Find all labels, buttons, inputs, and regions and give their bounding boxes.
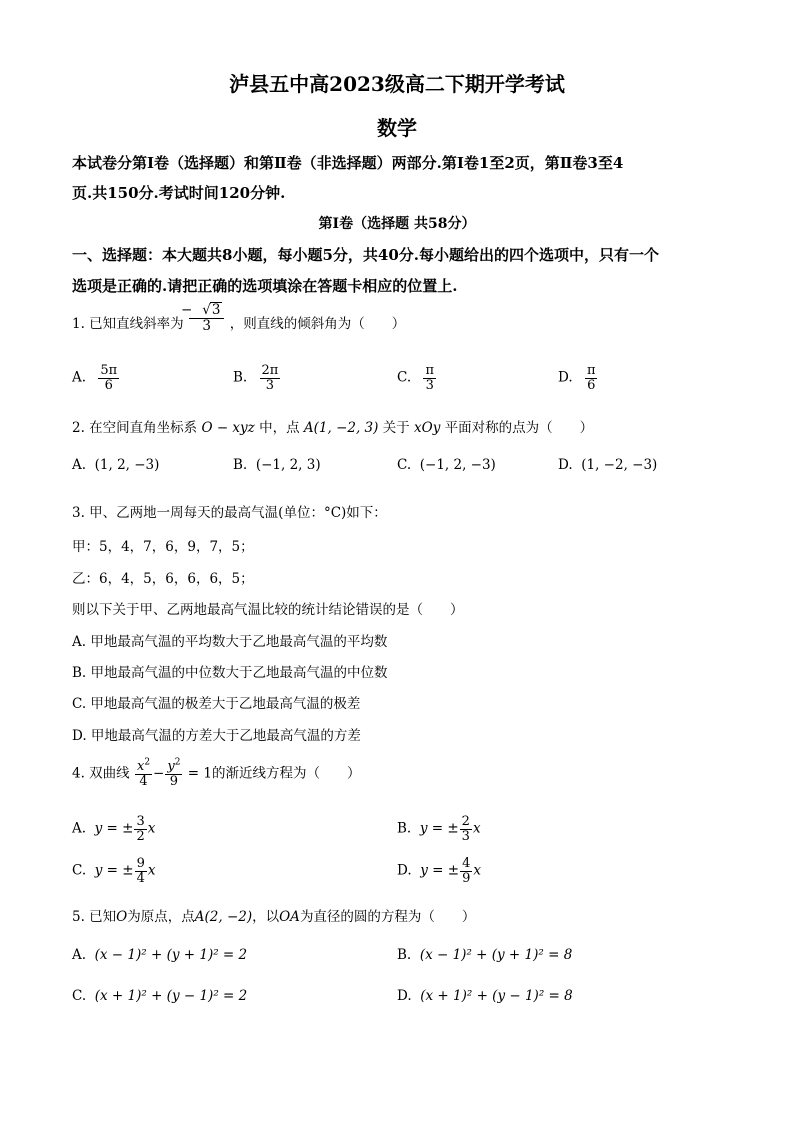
q2-option-b-label: B.	[233, 457, 248, 473]
q5-point: A(2, −2)	[194, 909, 253, 925]
q4-option-b-var: x	[472, 820, 481, 837]
subject-title: 数学	[377, 116, 417, 140]
q5-option-c-text: (x + 1)² + (y − 1)² = 2	[94, 988, 248, 1004]
q4-option-a-lhs: y = ±	[94, 820, 134, 837]
q2-plane: xOy	[414, 420, 441, 436]
q4-option-a-num: 3	[136, 814, 145, 829]
q4-option-b-den: 3	[461, 828, 470, 844]
q1-option-d-num: π	[586, 363, 596, 378]
q4-option-a-var: x	[147, 820, 156, 837]
question-3-stem: 3. 甲、乙两地一周每天的最高气温(单位：°C)如下：	[72, 505, 387, 521]
q4-option-c-label: C.	[72, 862, 87, 879]
q1-option-b-label: B.	[233, 369, 248, 386]
question-1	[72, 302, 406, 334]
q4-y-den: 9	[169, 773, 179, 789]
q2-option-d-text: (1, −2, −3)	[581, 457, 658, 473]
q3-option-b[interactable]: B. 甲地最高气温的中位数大于乙地最高气温的中位数	[72, 665, 388, 681]
q4-option-d-num: 4	[462, 856, 471, 871]
q1-option-a-label: A.	[72, 369, 87, 386]
q2-system: O − xyz	[201, 420, 255, 436]
q3-option-a[interactable]: A. 甲地最高气温的平均数大于乙地最高气温的平均数	[72, 634, 388, 650]
q5-option-a[interactable]	[72, 947, 247, 963]
q2-option-d-label: D.	[558, 457, 573, 473]
q4-option-d-den: 9	[462, 870, 471, 886]
q1-option-d-den: 6	[587, 377, 596, 393]
q4-x-term	[135, 757, 152, 789]
q4-option-c-den: 4	[136, 870, 145, 886]
q5-mid2: ，以	[252, 909, 280, 925]
q5-option-b[interactable]	[397, 947, 572, 963]
q4-option-c-lhs: y = ±	[94, 862, 134, 879]
q4-option-a-den: 2	[136, 828, 145, 844]
q4-option-c-var: x	[147, 862, 156, 879]
q5-option-a-text: (x − 1)² + (y + 1)² = 2	[94, 947, 248, 963]
instruction-line-2: 选项是正确的.请把正确的选项填涂在答题卡相应的位置上.	[72, 277, 458, 295]
q4-option-d-label: D.	[397, 862, 412, 879]
q3-option-d[interactable]: D. 甲地最高气温的方差大于乙地最高气温的方差	[72, 728, 361, 744]
q4-option-b-lhs: y = ±	[419, 820, 459, 837]
q4-option-c[interactable]	[72, 857, 155, 885]
q5-option-d-text: (x + 1)² + (y − 1)² = 8	[420, 988, 573, 1004]
q2-option-a[interactable]	[72, 457, 159, 473]
question-2	[72, 416, 593, 436]
q4-option-a[interactable]	[72, 815, 155, 843]
q5-option-c[interactable]	[72, 988, 247, 1004]
q1-option-b-den: 3	[265, 377, 275, 393]
q2-option-a-label: A.	[72, 457, 87, 473]
q1-slope-minus: −	[180, 302, 193, 319]
q4-option-c-num: 9	[136, 856, 145, 871]
q2-option-c[interactable]	[397, 457, 496, 473]
q2-option-c-text: (−1, 2, −3)	[419, 457, 496, 473]
q4-y-term	[165, 757, 182, 789]
q4-option-b-label: B.	[397, 820, 412, 837]
q1-option-b-num: 2π	[261, 363, 279, 378]
q4-option-d-lhs: y = ±	[420, 862, 460, 879]
q1-prefix: 1. 已知直线斜率为	[72, 316, 184, 332]
q4-x-den: 4	[139, 773, 148, 789]
q5-option-a-label: A.	[72, 947, 87, 963]
section-title: 第Ⅰ卷（选择题 共58分）	[318, 216, 476, 232]
q1-option-c-num: π	[425, 363, 434, 378]
q2-mid: 中，点	[259, 420, 300, 436]
q5-option-c-label: C.	[72, 988, 87, 1004]
q1-slope-den: 3	[202, 317, 212, 334]
q3-option-c[interactable]: C. 甲地最高气温的极差大于乙地最高气温的极差	[72, 696, 361, 712]
q3-data-yi: 乙：6，4，5，6，6，6，5；	[72, 571, 254, 587]
q4-x-exp: 2	[144, 757, 151, 768]
q4-prefix: 4. 双曲线	[72, 765, 130, 782]
question-4	[72, 757, 361, 789]
q2-prefix: 2. 在空间直角坐标系	[72, 420, 198, 436]
q4-x-var: x	[136, 759, 145, 774]
q3-question: 则以下关于甲、乙两地最高气温比较的统计结论错误的是（ ）	[72, 602, 464, 618]
q4-option-b[interactable]	[397, 815, 481, 843]
q1-option-a-num: 5π	[100, 363, 118, 378]
q1-option-c[interactable]	[397, 364, 437, 392]
q5-mid: 为原点，点	[127, 909, 195, 925]
q2-option-a-text: (1, 2, −3)	[94, 457, 160, 473]
q1-option-d-label: D.	[558, 369, 573, 386]
q2-option-c-label: C.	[397, 457, 412, 473]
exam-title: 泸县五中高2023级高二下期开学考试	[229, 72, 565, 96]
q2-option-d[interactable]	[558, 457, 657, 473]
intro-line-1: 本试卷分第Ⅰ卷（选择题）和第Ⅱ卷（非选择题）两部分.第Ⅰ卷1至2页，第Ⅱ卷3至4	[72, 154, 624, 172]
q1-suffix: ，则直线的倾斜角为（ ）	[229, 316, 406, 332]
q1-slope-num: 3	[211, 302, 221, 319]
intro-line-2: 页.共150分.考试时间120分钟.	[72, 184, 286, 202]
q5-option-d[interactable]	[397, 988, 573, 1004]
q2-point: A(1, −2, 3)	[303, 420, 379, 436]
q5-prefix: 5. 已知	[72, 909, 117, 925]
question-5	[72, 905, 475, 925]
q4-option-b-num: 2	[461, 814, 470, 829]
q1-slope: $\frac{- √3}{3}$	[189, 302, 225, 332]
q1-option-c-den: 3	[425, 377, 434, 393]
q5-option-d-label: D.	[397, 988, 412, 1004]
q1-option-b[interactable]	[233, 364, 281, 392]
q5-suffix: 为直径的圆的方程为（ ）	[299, 909, 476, 925]
q4-option-d-var: x	[473, 862, 481, 879]
q4-minus: −	[153, 765, 165, 782]
q5-option-b-text: (x − 1)² + (y + 1)² = 8	[419, 947, 573, 963]
instruction-line-1: 一、选择题：本大题共8小题，每小题5分，共40分.每小题给出的四个选项中，只有一个	[72, 246, 659, 264]
q4-y-var: y	[167, 759, 175, 774]
q5-oa: OA	[279, 909, 300, 925]
q4-eq-tail: = 1	[187, 765, 212, 782]
q4-option-d[interactable]	[397, 857, 481, 885]
q2-option-b[interactable]	[233, 457, 321, 473]
q4-y-exp: 2	[174, 757, 181, 768]
q1-option-a[interactable]	[72, 364, 120, 392]
q1-option-a-den: 6	[104, 377, 113, 393]
q3-data-jia: 甲：5，4，7，6，9，7，5；	[72, 539, 254, 555]
q2-suffix: 平面对称的点为（ ）	[444, 420, 594, 436]
q5-origin: O	[116, 909, 128, 925]
q2-mid2: 关于	[382, 420, 410, 436]
q4-option-a-label: A.	[72, 820, 87, 837]
q5-option-b-label: B.	[397, 947, 412, 963]
q1-option-c-label: C.	[397, 369, 412, 386]
q1-option-d[interactable]	[558, 364, 598, 392]
q2-option-b-text: (−1, 2, 3)	[255, 457, 321, 473]
q4-suffix: 的渐近线方程为（ ）	[211, 765, 361, 782]
